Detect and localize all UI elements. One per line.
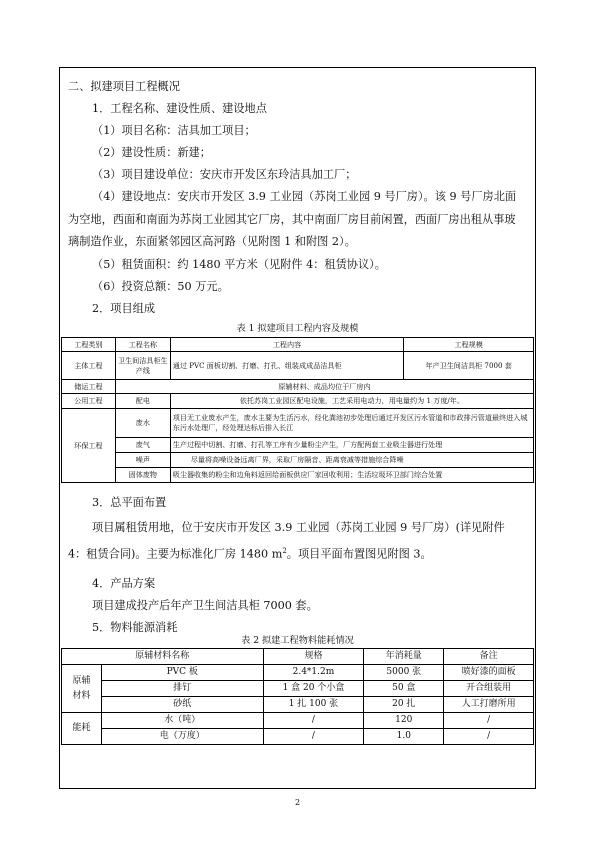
document-frame	[59, 67, 536, 789]
heading-project-info: 1．工程名称、建设性质、建设地点	[92, 102, 267, 115]
heading-product-plan: 4．产品方案	[92, 577, 156, 590]
t1-header: 工程内容	[170, 338, 403, 352]
t1-public-name: 配电	[115, 394, 170, 409]
t1-header: 工程类别	[62, 338, 116, 352]
t2-cell: 1 扎 100 张	[263, 697, 364, 713]
t2-group-materials: 原辅材料	[62, 665, 102, 713]
t2-cell: 5000 张	[364, 665, 444, 681]
t1-header: 工程规模	[404, 338, 534, 352]
t2-cell: 1 盒 20 个小盒	[263, 681, 364, 697]
t2-cell: 排钉	[101, 681, 263, 697]
t1-header: 工程名称	[115, 338, 170, 352]
t1-exhaust-content: 生产过程中切割、打磨、打孔等工序有少量粉尘产生，厂方配两套工业吸尘器进行处理	[170, 438, 533, 453]
item-construction-site: （4）建设地点：安庆市开发区 3.9 工业园（苏岗工业园 9 号厂房）。该 9 号厂房北面为空地，西面和南面为苏岗工业园其它厂房，其中南面厂房目前闲置，西面厂房出租从事玻璃制造作业，东面紧邻园区高河路（见附图 1 和附图 2）。	[68, 190, 517, 248]
t2-cell: /	[444, 729, 534, 745]
item-investment: （6）投资总额：50 万元。	[92, 280, 229, 293]
t2-header: 规格	[263, 649, 364, 665]
t1-solid-waste-content: 吸尘器收集的粉尘和边角料返回给面板供应厂家回收利用；生活垃圾环卫部门综合处置	[170, 468, 533, 483]
t2-cell: 50 盒	[364, 681, 444, 697]
t1-wastewater-content: 项目无工业废水产生，废水主要为生活污水，经化粪池初步处理后通过开发区污水管道和市政排污管道最终进入城东污水处理厂，经处理达标后排入长江	[170, 409, 533, 438]
t2-cell: 1.0	[364, 729, 444, 745]
t1-noise-name: 噪声	[115, 453, 170, 468]
t1-public-content: 依托苏岗工业园区配电设施，工艺采用电动力，用电量约为 1 万度/年。	[170, 394, 533, 409]
t2-cell: /	[444, 713, 534, 729]
item-project-name: （1）项目名称：洁具加工项目；	[92, 124, 256, 137]
page-number: 2	[294, 798, 301, 807]
t1-env-category: 环保工程	[62, 409, 116, 483]
t2-cell: 20 扎	[364, 697, 444, 713]
t2-cell: 120	[364, 713, 444, 729]
layout-text-tail: 。项目平面布置图见附图 3。	[286, 547, 432, 561]
t1-exhaust-name: 废气	[115, 438, 170, 453]
table2-caption: 表 2 拟建工程物料能耗情况	[241, 635, 354, 646]
product-plan-text: 项目建成投产后年产卫生间洁具柜 7000 套。	[92, 599, 318, 612]
t2-cell: PVC 板	[101, 665, 263, 681]
t1-storage-category: 储运工程	[62, 380, 116, 394]
layout-text-main: 项目属租赁用地，位于安庆市开发区 3.9 工业园（苏岗工业园 9 号厂房）(详见附件 4：租赁合同)。主要为标准化厂房 1480 m	[68, 521, 505, 561]
t1-main-category: 主体工程	[62, 352, 116, 380]
t1-main-scale: 年产卫生间洁具柜 7000 套	[404, 352, 534, 380]
t2-cell: 开合组装用	[444, 681, 534, 697]
t2-cell: 人工打磨所用	[444, 697, 534, 713]
t1-solid-waste-name: 固体废物	[115, 468, 170, 483]
t2-cell: 砂纸	[101, 697, 263, 713]
t1-main-content: 通过 PVC 面板切割、打磨、打孔、组装成成品洁具柜	[170, 352, 403, 380]
t2-cell: 电（万度）	[101, 729, 263, 745]
layout-text-superscript: 2	[282, 546, 287, 555]
t1-public-category: 公用工程	[62, 394, 116, 409]
t2-group-energy: 能耗	[62, 713, 102, 745]
material-energy-table	[61, 648, 534, 745]
heading-material-energy: 5．物料能源消耗	[92, 621, 178, 634]
heading-layout: 3．总平面布置	[92, 496, 167, 509]
item-construction-nature: （2）建设性质：新建；	[92, 146, 211, 159]
heading-project-composition: 2．项目组成	[92, 302, 156, 315]
section-title: 二、拟建项目工程概况	[68, 80, 180, 93]
t1-main-name: 卫生间洁具柜生产线	[115, 352, 170, 380]
item-construction-unit: （3）项目建设单位：安庆市开发区东玲洁具加工厂；	[92, 168, 357, 181]
project-content-table	[61, 337, 534, 483]
t2-cell: 水（吨）	[101, 713, 263, 729]
t2-cell: 喷好漆的面板	[444, 665, 534, 681]
t2-cell: /	[263, 713, 364, 729]
t2-cell: 2.4*1.2m	[263, 665, 364, 681]
table1-caption: 表 1 拟建项目工程内容及规模	[236, 323, 359, 334]
t2-header: 年消耗量	[364, 649, 444, 665]
item-lease-area: （5）租赁面积：约 1480 平方米（见附件 4：租赁协议）。	[92, 258, 386, 271]
t1-noise-content: 尽量将高噪设备远离厂界，采取厂房隔音、距离衰减等措施综合降噪	[170, 453, 533, 468]
t2-header: 备注	[444, 649, 534, 665]
t2-cell: /	[263, 729, 364, 745]
layout-text	[68, 517, 525, 566]
t2-header: 原辅材料名称	[62, 649, 264, 665]
t1-wastewater-name: 废水	[115, 409, 170, 438]
t1-storage-content: 原辅材料、成品均位于厂房内	[115, 380, 533, 394]
